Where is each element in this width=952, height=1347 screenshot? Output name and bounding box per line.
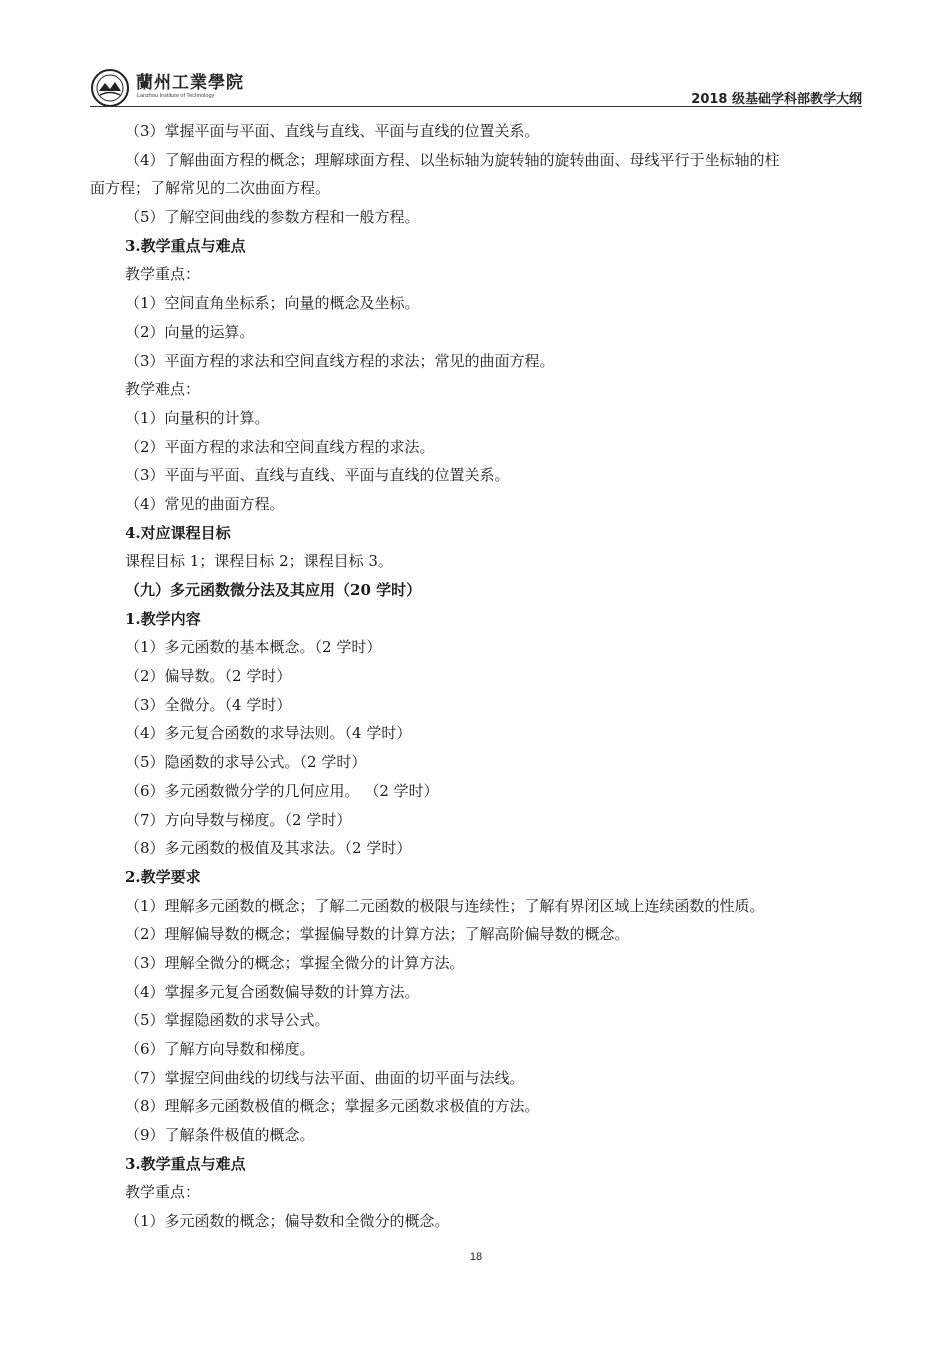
text-line: 教学重点： bbox=[125, 265, 201, 284]
logo-text: 蘭州工業學院 bbox=[136, 73, 244, 93]
text-line: （6）了解方向导数和梯度。 bbox=[125, 1040, 315, 1058]
text-line: （3）掌握平面与平面、直线与直线、平面与直线的位置关系。 bbox=[125, 122, 540, 140]
text-line: （7）方向导数与梯度。（2 学时） bbox=[125, 810, 352, 829]
section-heading: 4.对应课程目标 bbox=[125, 523, 231, 542]
text-line: （4）掌握多元复合函数偏导数的计算方法。 bbox=[125, 982, 420, 1001]
logo-subtext: Lanzhou Institute of Technology bbox=[137, 93, 215, 99]
text-line: （1）向量积的计算。 bbox=[125, 408, 270, 427]
text-line: （1）多元函数的基本概念。（2 学时） bbox=[125, 638, 382, 657]
section-heading: （九）多元函数微分法及其应用（20 学时） bbox=[125, 581, 422, 599]
text-line: （4）了解曲面方程的概念；理解球面方程、以坐标轴为旋转轴的旋转曲面、母线平行于坐标轴的柱 bbox=[125, 150, 780, 169]
text-line: （7）掌握空间曲线的切线与法平面、曲面的切平面与法线。 bbox=[125, 1068, 525, 1087]
text-line: 教学难点： bbox=[125, 380, 201, 399]
text-line: （4）多元复合函数的求导法则。（4 学时） bbox=[125, 724, 412, 743]
page-header bbox=[90, 66, 862, 106]
text-line: （2）理解偏导数的概念；掌握偏导数的计算方法；了解高阶偏导数的概念。 bbox=[125, 925, 630, 944]
section-heading: 2.教学要求 bbox=[125, 867, 201, 886]
text-line: 面方程；了解常见的二次曲面方程。 bbox=[90, 179, 331, 198]
text-line: （2）偏导数。（2 学时） bbox=[125, 667, 292, 686]
text-line: （6）多元函数微分学的几何应用。 （2 学时） bbox=[125, 781, 439, 800]
text-line: （8）理解多元函数极值的概念；掌握多元函数求极值的方法。 bbox=[125, 1097, 540, 1116]
university-logo-icon bbox=[90, 68, 130, 108]
section-heading: 1.教学内容 bbox=[125, 609, 201, 628]
text-line: （5）隐函数的求导公式。（2 学时） bbox=[125, 753, 367, 772]
text-line: （3）全微分。（4 学时） bbox=[125, 695, 292, 714]
text-line: 教学重点： bbox=[125, 1183, 201, 1202]
text-line: （1）空间直角坐标系；向量的概念及坐标。 bbox=[125, 294, 420, 313]
text-line: （5）了解空间曲线的参数方程和一般方程。 bbox=[125, 208, 420, 227]
text-line: （3）理解全微分的概念；掌握全微分的计算方法。 bbox=[125, 953, 465, 972]
text-line: （3）平面与平面、直线与直线、平面与直线的位置关系。 bbox=[125, 466, 510, 485]
text-line: （5）掌握隐函数的求导公式。 bbox=[125, 1011, 330, 1030]
section-heading: 3.教学重点与难点 bbox=[125, 236, 246, 255]
document-body bbox=[90, 117, 862, 1236]
text-line: （9）了解条件极值的概念。 bbox=[125, 1126, 315, 1145]
text-line: （2）向量的运算。 bbox=[125, 322, 255, 341]
text-line: （4）常见的曲面方程。 bbox=[125, 494, 285, 513]
text-line: （1）多元函数的概念；偏导数和全微分的概念。 bbox=[125, 1212, 450, 1231]
text-line: （8）多元函数的极值及其求法。（2 学时） bbox=[125, 839, 412, 858]
header-divider bbox=[90, 106, 862, 107]
document-title: 2018 级基础学科部教学大纲 bbox=[691, 92, 862, 107]
text-line: （1）理解多元函数的概念；了解二元函数的极限与连续性；了解有界闭区域上连续函数的性质。 bbox=[125, 896, 765, 915]
text-line: （3）平面方程的求法和空间直线方程的求法；常见的曲面方程。 bbox=[125, 351, 555, 370]
text-line: 课程目标 1；课程目标 2；课程目标 3。 bbox=[125, 552, 393, 571]
page-number: 18 bbox=[469, 1251, 483, 1263]
section-heading: 3.教学重点与难点 bbox=[125, 1154, 246, 1173]
text-line: （2）平面方程的求法和空间直线方程的求法。 bbox=[125, 437, 435, 456]
